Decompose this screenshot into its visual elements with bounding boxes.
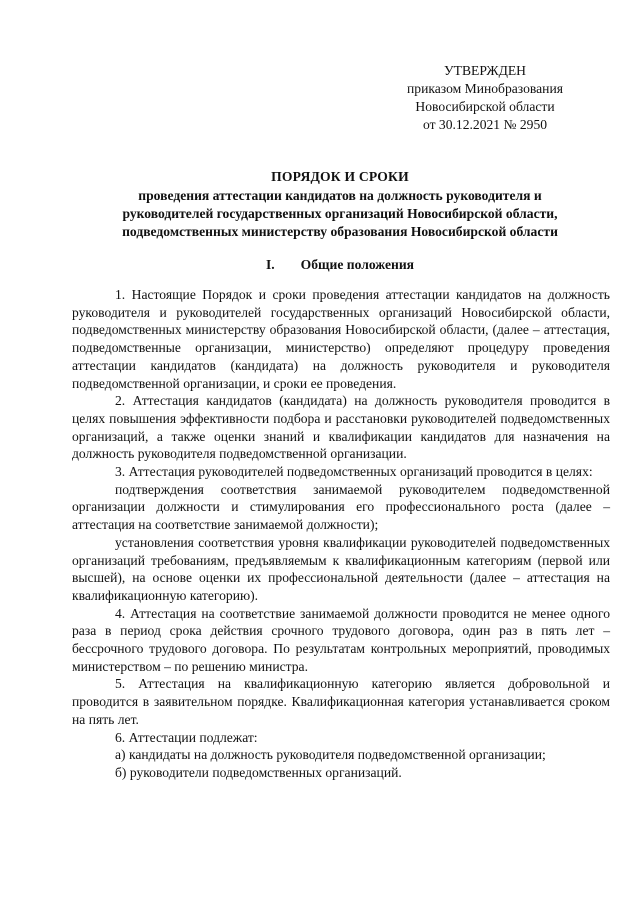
- paragraph-6-item-b: б) руководители подведомственных организаций.: [115, 764, 402, 780]
- document-body: [72, 286, 610, 782]
- document-title: [70, 168, 610, 241]
- title-subline-1: проведения аттестации кандидатов на должность руководителя и: [138, 188, 542, 203]
- paragraph-3-item-2: установления соответствия уровня квалификации руководителей подведомственных организаций требованиям, предъявляемым к квалификационным категориям (первой или высшей), на основе оценки их профессиональной деятельности (далее – аттестация на квалификационную категорию).: [72, 534, 610, 603]
- paragraph-3-item-1: подтверждения соответствия занимаемой руководителем подведомственной организации должности и стимулирования его профессионального роста (далее – аттестация на соответствие занимаемой должности);: [72, 481, 610, 533]
- approval-line-region: Новосибирской области: [415, 99, 555, 114]
- approval-stamp: [385, 62, 585, 134]
- paragraph-5: 5. Аттестация на квалификационную категорию является добровольной и проводится в заявительном порядке. Квалификационная категория устанавливается сроком на пять лет.: [72, 676, 610, 727]
- title-subline-3: подведомственных министерству образования Новосибирской области: [122, 224, 558, 239]
- section-title: Общие положения: [300, 257, 415, 272]
- approval-line-approved: УТВЕРЖДЕН: [444, 63, 526, 78]
- paragraph-1: 1. Настоящие Порядок и сроки проведения аттестации кандидатов на должность руководителя и руководителей государственных организаций Новосибирской области, подведомственных министерству образования Новосибирской области, (далее – аттестация, подведомственные организации, министерство) определяют процедуру проведения аттестации кандидатов (кандидата) на должность руководителя и руководителя подведомственной организации, и сроки ее проведения.: [72, 287, 610, 391]
- section-number: I.: [265, 257, 275, 272]
- section-heading: [70, 256, 610, 274]
- approval-line-order: приказом Минобразования: [407, 81, 563, 96]
- paragraph-2: 2. Аттестация кандидатов (кандидата) на должность руководителя проводится в целях повышения эффективности подбора и расстановки руководителей подведомственных организаций, а также оценки знаний и квалификации кандидатов для назначения на должность руководителя подведомственной организации.: [72, 393, 610, 462]
- title-main: ПОРЯДОК И СРОКИ: [271, 169, 409, 184]
- approval-line-date-number: от 30.12.2021 № 2950: [422, 117, 548, 132]
- paragraph-6: 6. Аттестации подлежат:: [115, 729, 258, 745]
- title-subline-2: руководителей государственных организаций Новосибирской области,: [122, 206, 558, 221]
- paragraph-6-item-a: а) кандидаты на должность руководителя подведомственной организации;: [115, 747, 546, 763]
- paragraph-3: 3. Аттестация руководителей подведомственных организаций проводится в целях:: [115, 464, 593, 480]
- paragraph-4: 4. Аттестация на соответствие занимаемой должности проводится не менее одного раза в период срока действия срочного трудового договора, один раз в пять лет – бессрочного трудового договора. По результатам контрольных мероприятий, проводимых министерством – по решению министра.: [72, 605, 610, 674]
